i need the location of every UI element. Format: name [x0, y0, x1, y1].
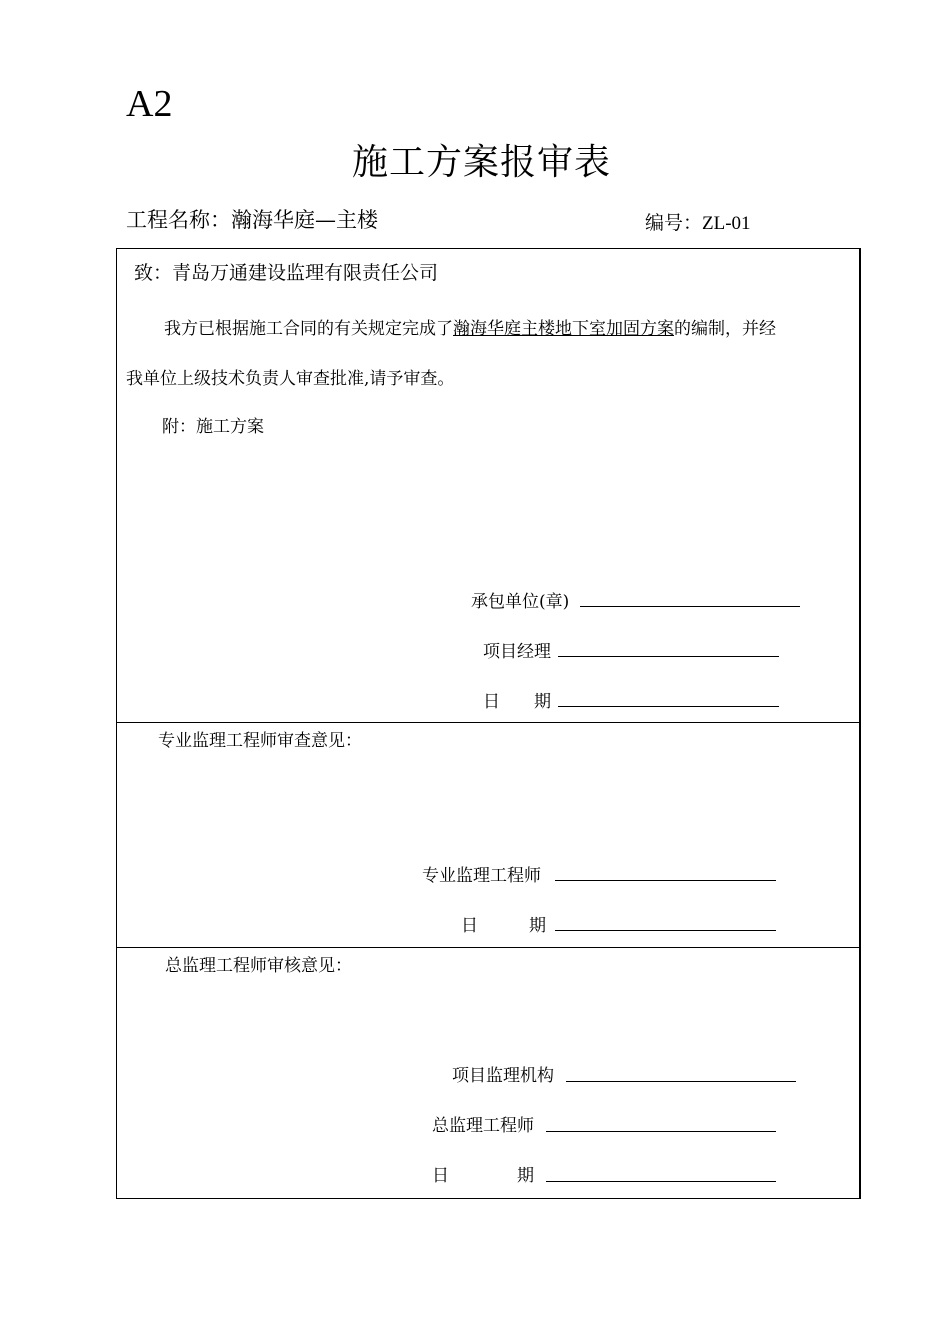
- contractor-date-line: [558, 706, 779, 707]
- statement-line-1: [164, 314, 776, 339]
- document-title: 施工方案报审表: [352, 142, 612, 183]
- contractor-seal-line: [580, 606, 800, 607]
- engineer-label: 专业监理工程师: [422, 866, 541, 886]
- project-manager-line: [558, 656, 779, 657]
- project-name-line: [126, 204, 378, 234]
- engineer-date-label: 日 期: [461, 916, 546, 936]
- chief-date-line: [546, 1181, 776, 1182]
- number-label: 编号：: [645, 212, 703, 234]
- statement-prefix: 我方已根据施工合同的有关规定完成了: [164, 319, 453, 339]
- chief-engineer-line: [546, 1131, 776, 1132]
- section-divider: [116, 722, 861, 723]
- document-number: [645, 208, 751, 235]
- addressee-line: 致：青岛万通建设监理有限责任公司: [134, 262, 439, 284]
- project-label: 工程名称：: [126, 208, 231, 232]
- scheme-name: 瀚海华庭主楼地下室加固方案: [453, 319, 674, 339]
- engineer-sign-line: [555, 880, 776, 881]
- contractor-seal-label: 承包单位(章): [471, 592, 570, 612]
- attachment-line: 附：施工方案: [162, 417, 264, 437]
- number-value: ZL-01: [702, 213, 751, 234]
- project-name: 瀚海华庭—主楼: [231, 208, 378, 232]
- engineer-date-line: [555, 930, 776, 931]
- chief-date-label: 日 期: [432, 1166, 534, 1186]
- supervision-org-label: 项目监理机构: [452, 1066, 554, 1086]
- statement-line-2: 我单位上级技术负责人审查批准,请予审查。: [126, 369, 455, 389]
- engineer-opinion-heading: 专业监理工程师审查意见：: [158, 731, 362, 751]
- project-manager-label: 项目经理: [483, 642, 551, 662]
- chief-engineer-label: 总监理工程师: [432, 1116, 534, 1136]
- supervision-org-line: [566, 1081, 796, 1082]
- statement-suffix: 的编制，并经: [674, 319, 776, 339]
- contractor-date-label: 日 期: [483, 692, 551, 712]
- form-code: A2: [126, 83, 173, 125]
- form-table: [116, 248, 861, 1199]
- chief-opinion-heading: 总监理工程师审核意见：: [165, 956, 352, 976]
- section-divider: [116, 947, 861, 948]
